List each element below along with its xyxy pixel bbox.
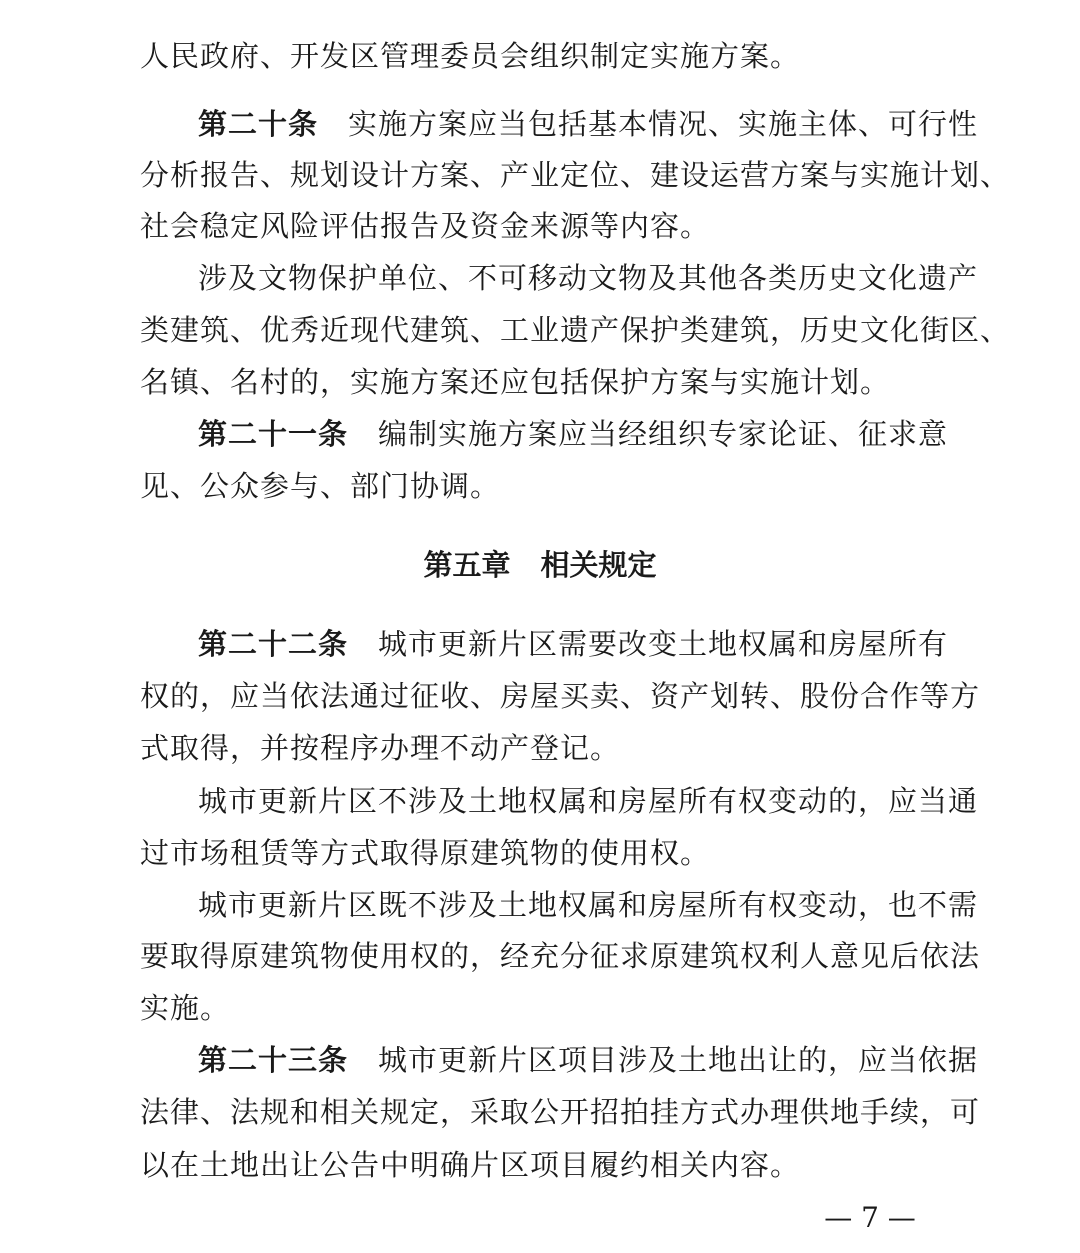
text-line: 编制实施方案应当经组织专家论证、征求意 (378, 417, 949, 451)
chapter-number: 第五章 (423, 548, 511, 582)
article-20-heading: 第二十条 (198, 107, 319, 141)
text-line: 式取得，并按程序办理不动产登记。 (140, 731, 621, 765)
chapter-title: 相关规定 (540, 548, 657, 582)
text-line: 名镇、名村的，实施方案还应包括保护方案与实施计划。 (140, 365, 891, 399)
text-line: 城市更新片区既不涉及土地权属和房屋所有权变动，也不需 (198, 888, 979, 922)
article-22-line (198, 624, 998, 664)
text-line: 法律、法规和相关规定，采取公开招拍挂方式办理供地手续，可 (140, 1095, 981, 1129)
chapter-heading (0, 545, 1080, 585)
text-line: 以在土地出让公告中明确片区项目履约相关内容。 (140, 1148, 801, 1182)
article-23-heading: 第二十三条 (198, 1043, 349, 1077)
text-line: 要取得原建筑物使用权的，经充分征求原建筑权利人意见后依法 (140, 939, 981, 973)
text-line: 类建筑、优秀近现代建筑、工业遗产保护类建筑，历史文化街区、 (140, 313, 1011, 347)
article-23-line (198, 1040, 998, 1080)
text-line: 实施。 (140, 991, 231, 1025)
text-line: 权的，应当依法通过征收、房屋买卖、资产划转、股份合作等方 (140, 679, 981, 713)
text-line: 涉及文物保护单位、不可移动文物及其他各类历史文化遗产 (198, 261, 979, 295)
article-21-heading: 第二十一条 (198, 417, 349, 451)
text-line: 人民政府、开发区管理委员会组织制定实施方案。 (140, 39, 801, 73)
text-line: 城市更新片区需要改变土地权属和房屋所有 (378, 627, 949, 661)
text-line: 社会稳定风险评估报告及资金来源等内容。 (140, 209, 711, 243)
article-21-line (198, 414, 998, 454)
text-line: 实施方案应当包括基本情况、实施主体、可行性 (348, 107, 979, 141)
text-line: 城市更新片区不涉及土地权属和房屋所有权变动的，应当通 (198, 784, 979, 818)
text-line: 分析报告、规划设计方案、产业定位、建设运营方案与实施计划、 (140, 158, 1011, 192)
text-line: 城市更新片区项目涉及土地出让的，应当依据 (378, 1043, 979, 1077)
page-number: — 7 — (824, 1201, 916, 1234)
article-20-line (198, 104, 998, 144)
text-line: 见、公众参与、部门协调。 (140, 469, 501, 503)
text-line: 过市场租赁等方式取得原建筑物的使用权。 (140, 836, 711, 870)
article-22-heading: 第二十二条 (198, 627, 349, 661)
